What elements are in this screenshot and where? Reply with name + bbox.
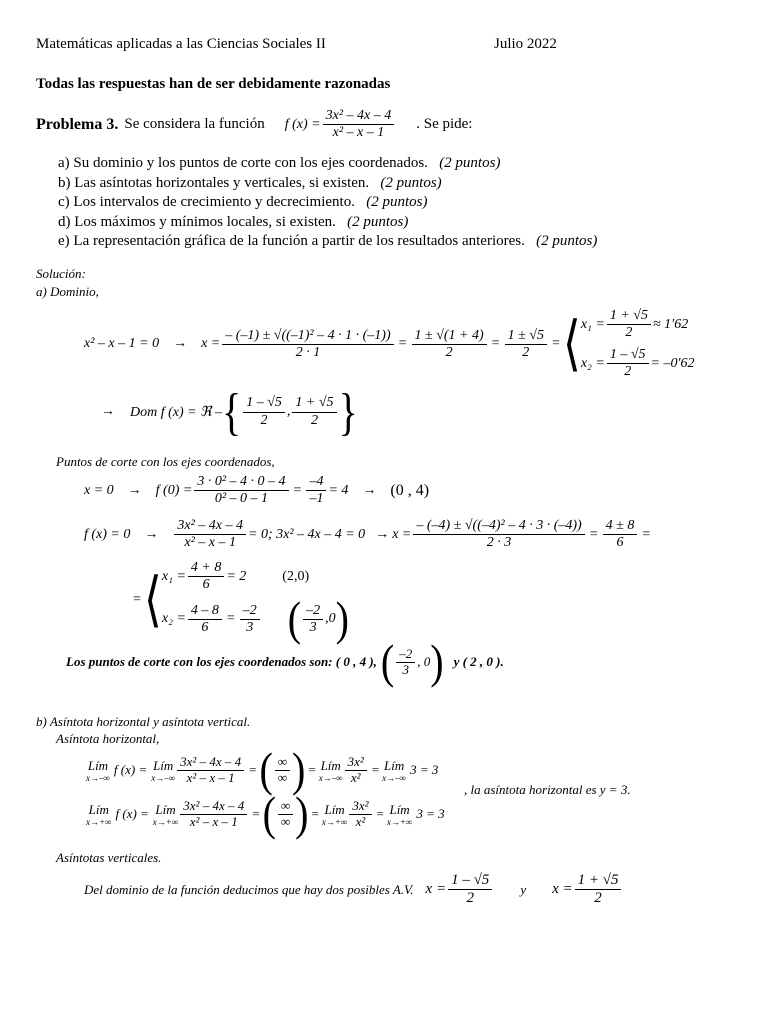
x-intercept-equation: f (x) = 0 → $\frac{\text{3x² – 4x – 4}}{\text{x² – x – 1}}$ = 0; 3x² – 4x – 4 = 0 → x = $\frac{\text{– (–4) ± √((–4)² – 4 · 3 · (–4))}}{2 \cdot 3}$ = $\frac{4 \pm 8}{6}$ = bbox=[84, 518, 651, 551]
question-item-b: b) Las asíntotas horizontales y verticales, si existen. (2 puntos) bbox=[58, 174, 442, 191]
problem-label: Problema 3. bbox=[36, 115, 119, 133]
function-definition: f (x) = $\frac{\text{3x² – 4x – 4}}{\text{x² – x – 1}}$ bbox=[285, 108, 397, 141]
solution-label: Solución: bbox=[36, 266, 86, 281]
problem-statement bbox=[36, 108, 472, 141]
question-item-c: c) Los intervalos de crecimiento y decrecimiento. (2 puntos) bbox=[58, 194, 428, 210]
exam-date: Julio 2022 bbox=[494, 36, 557, 52]
part-a-label: a) Dominio, bbox=[36, 284, 99, 299]
limit-plus-infinity: Lím x→+∞ f (x) = Lím x→+∞ $\frac{\text{3x² – 4x – 4}}{\text{x² – x – 1}}$ = ( $\frac{\infty}{\infty}$ ) = Lím x→+∞ $\frac{\text{3x²}}{\text{x²}}$ = Lím x→+∞ 3 = 3 bbox=[86, 786, 445, 841]
question-item-e: e) La representación gráfica de la función a partir de los resultados anteriores. (2 puntos) bbox=[58, 233, 598, 249]
instructions: Todas las respuestas han de ser debidamente razonadas bbox=[36, 76, 391, 92]
horizontal-asymptote-result: , la asíntota horizontal es y = 3. bbox=[464, 782, 631, 797]
limit-minus-infinity: Lím x→–∞ f (x) = Lím x→–∞ $\frac{\text{3x² – 4x – 4}}{\text{x² – x – 1}}$ = ( $\frac{\infty}{\infty}$ ) = Lím x→–∞ $\frac{\text{3x²}}{\text{x²}}$ = Lím x→–∞ 3 = 3 bbox=[86, 742, 439, 797]
domain-equation: x² – x – 1 = 0 → x = $\frac{\text{– (–1) ± √((–1)² – 4 · 1 · (–1))}}{2 \cdot 1}$ = $\frac{1 \pm √(1 + 4)}{2}$ = $\frac{1 \pm √5}{2}$ = ⟨ x₁ = $\frac{1 + √5}{2}$ ≈ 1′62 x₂ = $\frac{1 - √5}{2}$ = –0′62 bbox=[84, 308, 695, 380]
cut-points-label: Puntos de corte con los ejes coordenados, bbox=[56, 454, 275, 469]
x-intercept-roots: = ⟨ x₁ = $\frac{4 + 8}{6}$ = 2 (2,0) x₂ = $\frac{4 - 8}{6}$ = $\frac{-2}{3}$ ( $\frac{-2}{3}$ ,0 ) bbox=[133, 560, 349, 646]
course-title: Matemáticas aplicadas a las Ciencias Sociales II bbox=[36, 36, 326, 52]
question-list bbox=[58, 154, 597, 252]
vertical-asymptotes-label: Asíntotas verticales. bbox=[56, 850, 162, 865]
question-item-a: a) Su dominio y los puntos de corte con los ejes coordenados. (2 puntos) bbox=[58, 155, 501, 171]
problem-ask: . Se pide: bbox=[416, 116, 473, 133]
cut-points-conclusion: Los puntos de corte con los ejes coordenados son: ( 0 , 4 ), ( $\frac{-2}{3}$ , 0 ) y ( 2 , 0 ). bbox=[66, 634, 504, 689]
y-intercept-equation: x = 0 → f (0) = $\frac{\text{3 · 0² – 4 · 0 – 4}}{\text{0² – 0 – 1}}$ = $\frac{-4}{-1}$ = 4 → (0 , 4) bbox=[84, 474, 430, 507]
domain-result: → Dom f (x) = ℜ – { $\frac{1 - √5}{2}$ , $\frac{1 + √5}{2}$ } bbox=[101, 382, 358, 441]
question-item-d: d) Los máximos y mínimos locales, si existen. (2 puntos) bbox=[58, 213, 409, 230]
horizontal-asymptote-label: Asíntota horizontal, bbox=[56, 731, 160, 746]
part-b-label: b) Asíntota horizontal y asíntota vertical. bbox=[36, 714, 251, 729]
vertical-asymptotes-statement: Del dominio de la función deducimos que hay dos posibles A.V. x = $\frac{1 - √5}{2}$ y x = $\frac{1 + √5}{2}$ bbox=[84, 872, 623, 908]
problem-intro: Se considera la función bbox=[124, 116, 265, 133]
